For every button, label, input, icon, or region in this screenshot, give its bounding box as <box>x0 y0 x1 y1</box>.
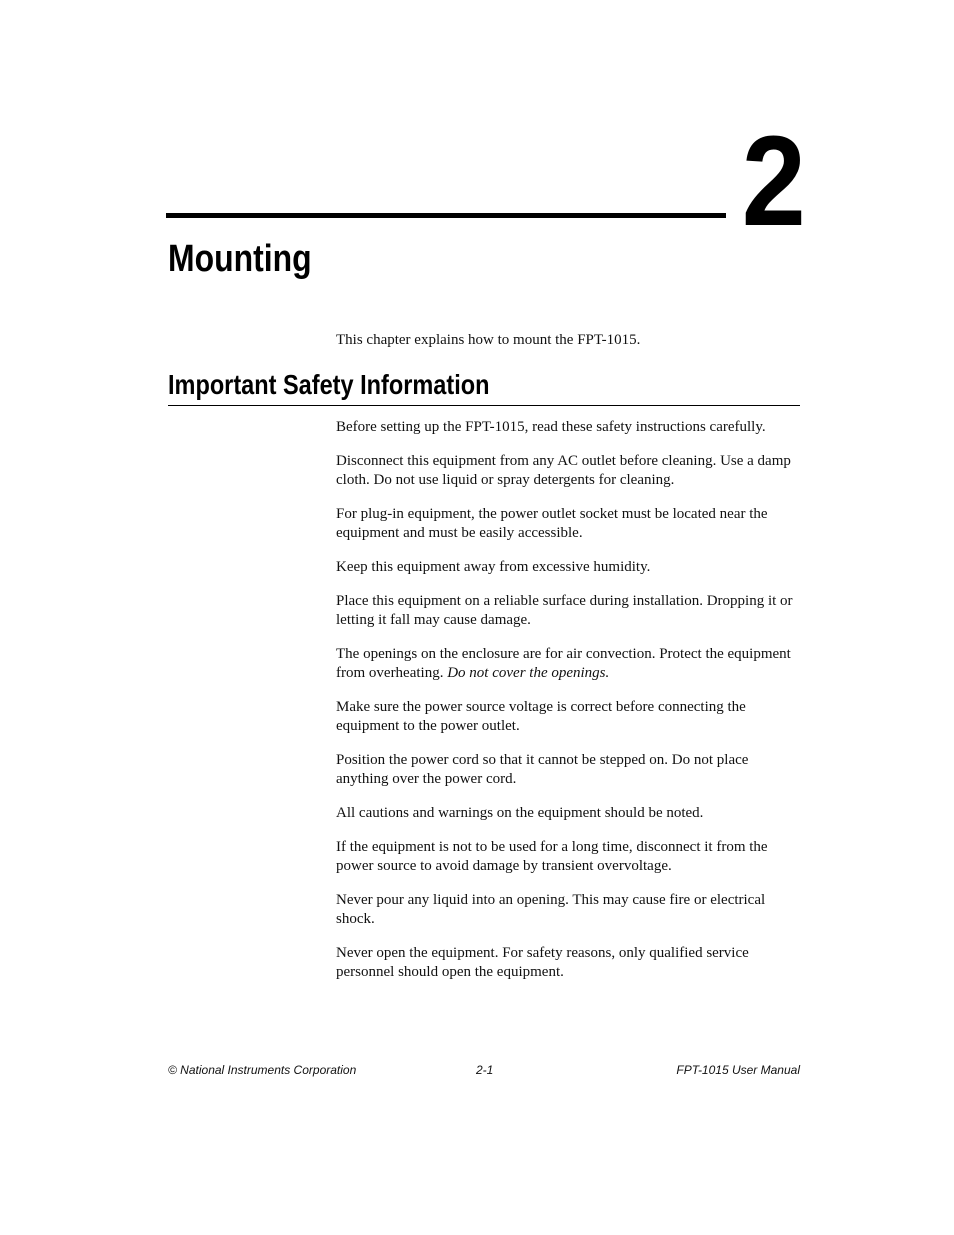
safety-paragraph: Make sure the power source voltage is correct before connecting the equipment to the power outlet. <box>336 699 746 734</box>
paragraph-text: The openings on the enclosure are for air convection. Protect the equipment from overheating. <box>336 646 791 681</box>
safety-paragraph: Never open the equipment. For safety reasons, only qualified service personnel should open the equipment. <box>336 945 749 980</box>
safety-paragraph: Position the power cord so that it cannot be stepped on. Do not place anything over the power cord. <box>336 752 749 787</box>
safety-paragraph: Never pour any liquid into an opening. This may cause fire or electrical shock. <box>336 892 766 927</box>
footer-copyright: © National Instruments Corporation <box>168 1063 357 1077</box>
footer-manual-title: FPT-1015 User Manual <box>676 1063 800 1077</box>
safety-paragraph: Before setting up the FPT-1015, read these safety instructions carefully. <box>336 419 766 435</box>
emphasized-text: Do not cover the openings. <box>447 665 610 681</box>
safety-instructions <box>336 418 802 997</box>
safety-paragraph: If the equipment is not to be used for a long time, disconnect it from the power source to avoid damage by transient overvoltage. <box>336 839 768 874</box>
chapter-rule <box>166 213 726 218</box>
page-footer <box>168 1061 800 1079</box>
safety-paragraph: Place this equipment on a reliable surface during installation. Dropping it or letting it fall may cause damage. <box>336 593 793 628</box>
safety-paragraph: Disconnect this equipment from any AC outlet before cleaning. Use a damp cloth. Do not use liquid or spray detergents for cleaning. <box>336 453 791 488</box>
safety-paragraph <box>336 645 802 683</box>
safety-paragraph: For plug-in equipment, the power outlet socket must be located near the equipment and must be easily accessible. <box>336 506 768 541</box>
chapter-intro: This chapter explains how to mount the FPT-1015. <box>336 332 641 348</box>
chapter-title: Mounting <box>168 238 312 280</box>
safety-paragraph: Keep this equipment away from excessive humidity. <box>336 559 651 575</box>
chapter-number: 2 <box>741 110 804 253</box>
section-rule <box>168 405 800 406</box>
footer-page-number: 2-1 <box>476 1063 494 1077</box>
section-title: Important Safety Information <box>168 369 490 400</box>
safety-paragraph: All cautions and warnings on the equipment should be noted. <box>336 805 704 821</box>
